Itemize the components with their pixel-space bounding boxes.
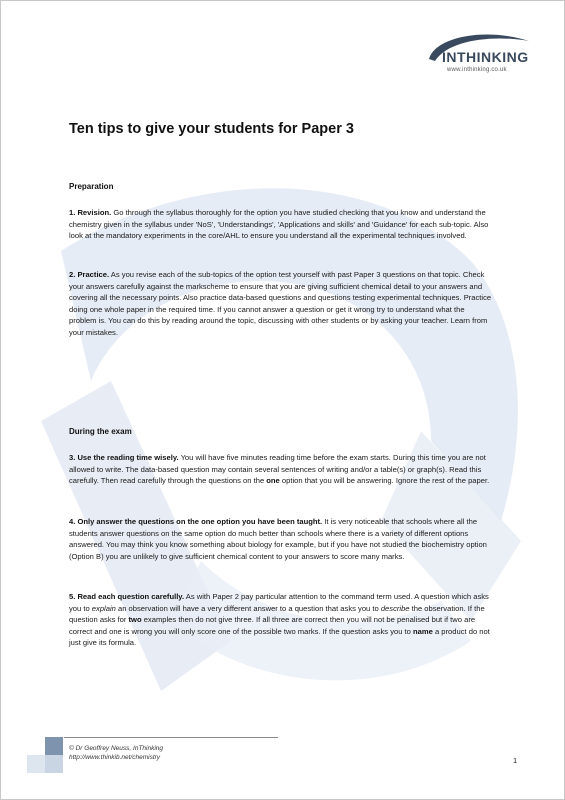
tip-2-lead: 2. Practice.	[69, 270, 110, 279]
tip-5-part-2: an observation will have a very different answer to a question that asks you to	[115, 603, 381, 613]
logo-brand: INTHINKING	[442, 49, 529, 65]
tip-4-lead: 4. Only answer the questions on the one option you have been taught.	[69, 517, 323, 526]
document-title: Ten tips to give your students for Paper 3	[69, 121, 354, 137]
tip-1-body: Go through the syllabus thoroughly for the option you have studied checking that you know and understand the chemistry given in the syllabus under 'NoS', 'Understandings', 'Applications and skills' and 'Guidance' for each sub-topic. Also look at the mandatory experiments in the core/AHL to ensure you understand all the experimental techniques involved.	[69, 208, 489, 241]
tip-5-part-1: As with Paper 2 pay particular attention to the command term used. A question which asks you to	[69, 592, 489, 613]
tip-1	[69, 207, 494, 242]
tip-3-lead: 3. Use the reading time wisely.	[69, 453, 179, 462]
tip-3-bold-one: one	[266, 476, 280, 486]
footer-decor-square	[27, 755, 45, 773]
tip-4-body: It is very noticeable that schools where all the students answer questions on the same option do much better than schools where there is a variety of different options answered. You may think you know something about biology for example, but if you have not studied the biochemistry option (Option B) you are unlikely to give sufficient chemical content to your answers to score many marks.	[69, 517, 487, 561]
footer-copyright: © Dr Geoffrey Neuss, InThinking	[69, 745, 164, 752]
tip-3-body-2: option that you will be answering. Ignore the rest of the paper.	[279, 476, 490, 486]
tip-3	[69, 452, 494, 487]
tip-5-part-5: a product do not just give its formula.	[69, 626, 490, 648]
tip-2	[69, 269, 494, 339]
tip-3-body-1: You will have five minutes reading time before the exam starts. During this time you are not allowed to write. The data-based question may contain several sentences of writing and/or a table(s) or graph(s). Read this carefully. Then read carefully through the questions on the	[69, 453, 486, 486]
tip-5-bold-two: two	[128, 615, 142, 625]
tip-5-part-3: the observation. If the question asks for	[69, 603, 485, 625]
page-number: 1	[513, 756, 518, 765]
section-heading-preparation: Preparation	[69, 182, 114, 191]
tip-2-body: As you revise each of the sub-topics of the option test yourself with past Paper 3 questions on that topic. Check your answers carefully against the markscheme to ensure that you are giving sufficient chemical detail to your answers and covering all the necessary points. Also practice data-based questions and questions testing experimental techniques. Practice doing one whole paper in the required time. If you cannot answer a question or get it wrong try to understand what the problem is. You can do this by reading around the topic, discussing with other students or by asking your teacher. Learn from your mistakes.	[69, 270, 492, 337]
tip-5-part-4: examples then do not give three. If all three are correct then you will not be penalised but if two are correct and one is wrong you will only score one of the possible two marks. If the question asks you to	[69, 615, 476, 636]
footer-decor-square	[45, 737, 63, 755]
tip-5-bold-name: name	[413, 626, 433, 636]
footer-divider	[64, 737, 278, 738]
tip-5-lead: 5. Read each question carefully.	[69, 592, 185, 601]
tip-5-italic-describe: describe	[380, 603, 410, 613]
tip-5-italic-explain: explain	[91, 603, 116, 613]
logo-url: www.inthinking.co.uk	[447, 67, 507, 73]
footer-link: http://www.thinkib.net/chemistry	[69, 754, 161, 761]
footer-credit	[69, 744, 163, 762]
footer-decor-square	[45, 755, 63, 773]
tip-4	[69, 516, 494, 562]
tip-1-lead: 1. Revision.	[69, 208, 112, 217]
section-heading-during-exam: During the exam	[69, 427, 132, 436]
tip-5	[69, 591, 494, 649]
